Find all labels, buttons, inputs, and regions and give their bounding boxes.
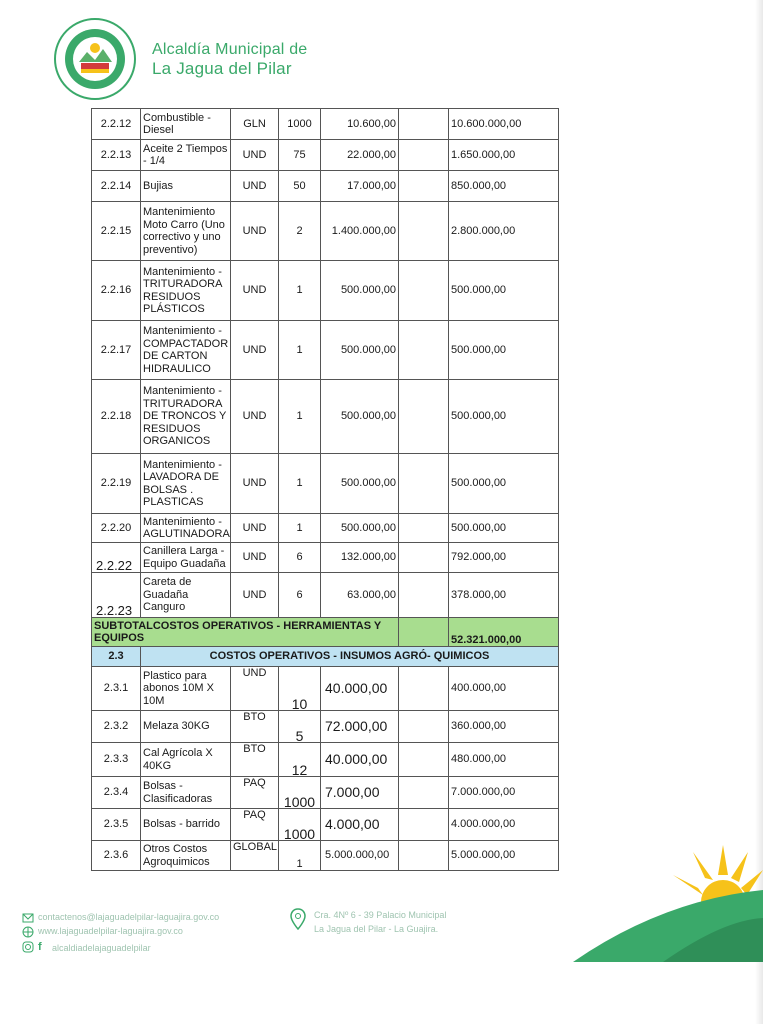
item-code: 2.2.12	[92, 109, 141, 140]
item-code: 2.3.6	[92, 841, 141, 871]
footer-address-line2: La Jagua del Pilar - La Guajira.	[314, 924, 439, 934]
item-unit-price: 1.400.000,00	[321, 202, 399, 261]
item-blank-cell	[399, 171, 449, 202]
item-quantity: 1	[279, 261, 321, 321]
item-total: 1.650.000,00	[449, 140, 559, 171]
item-description: Mantenimiento Moto Carro (Uno correctivo y uno preventivo)	[141, 202, 231, 261]
org-name-line2: La Jagua del Pilar	[152, 59, 292, 78]
item-description: Mantenimiento - TRITURADORA DE TRONCOS Y RESIDUOS ORGANICOS	[141, 380, 231, 454]
item-unit: UND	[231, 573, 279, 618]
item-description: Mantenimiento - LAVADORA DE BOLSAS . PLASTICAS	[141, 454, 231, 514]
item-total: 378.000,00	[449, 573, 559, 618]
item-description: Mantenimiento - AGLUTINADORA	[141, 514, 231, 543]
item-blank-cell	[399, 573, 449, 618]
item-description: Cal Agrícola X 40KG	[141, 743, 231, 777]
item-blank-cell	[399, 380, 449, 454]
org-name-line1: Alcaldía Municipal de	[152, 41, 308, 58]
item-blank-cell	[399, 809, 449, 841]
item-description: Combustible - Diesel	[141, 109, 231, 140]
footer-website[interactable]: www.lajaguadelpilar-laguajira.gov.co	[38, 926, 183, 936]
table-row	[92, 109, 559, 140]
item-code: 2.2.18	[92, 380, 141, 454]
sun-hills-decoration	[543, 840, 763, 970]
letterhead	[52, 18, 452, 103]
item-unit-price: 500.000,00	[321, 380, 399, 454]
item-blank-cell	[399, 667, 449, 711]
item-total: 500.000,00	[449, 261, 559, 321]
mail-icon	[22, 912, 34, 924]
item-unit-price: 500.000,00	[321, 514, 399, 543]
item-unit: UND	[231, 514, 279, 543]
item-description: Mantenimiento - TRITURADORA RESIDUOS PLÁSTICOS	[141, 261, 231, 321]
item-quantity: 1000	[279, 777, 321, 809]
table-row	[92, 573, 559, 618]
item-total: 480.000,00	[449, 743, 559, 777]
footer-social-handle[interactable]: alcaldiadelajaguadelpilar	[52, 943, 151, 953]
item-blank-cell	[399, 261, 449, 321]
item-description: Plastico para abonos 10M X 10M	[141, 667, 231, 711]
item-code: 2.2.17	[92, 321, 141, 380]
item-unit-price: 72.000,00	[321, 711, 399, 743]
item-blank-cell	[399, 140, 449, 171]
item-unit: GLOBAL	[231, 841, 279, 871]
item-unit-price: 63.000,00	[321, 573, 399, 618]
item-unit: UND	[231, 543, 279, 573]
table-row	[92, 454, 559, 514]
item-code: 2.3.1	[92, 667, 141, 711]
item-quantity: 1000	[279, 809, 321, 841]
item-unit-price: 17.000,00	[321, 171, 399, 202]
item-quantity: 2	[279, 202, 321, 261]
footer-address-line1: Cra. 4Nº 6 - 39 Palacio Municipal	[314, 910, 447, 920]
section-code: 2.3	[92, 647, 141, 667]
item-code: 2.3.4	[92, 777, 141, 809]
item-unit: UND	[231, 667, 279, 711]
item-blank-cell	[399, 711, 449, 743]
table-row	[92, 711, 559, 743]
item-unit-price: 5.000.000,00	[321, 841, 399, 871]
item-unit: UND	[231, 454, 279, 514]
item-description: Bolsas - barrido	[141, 809, 231, 841]
table-row	[92, 140, 559, 171]
item-unit: BTO	[231, 743, 279, 777]
item-blank-cell	[399, 743, 449, 777]
item-quantity: 1	[279, 380, 321, 454]
item-total: 792.000,00	[449, 543, 559, 573]
item-code: 2.2.13	[92, 140, 141, 171]
section-title: COSTOS OPERATIVOS - INSUMOS AGRÓ- QUIMICOS	[141, 647, 559, 667]
item-total: 500.000,00	[449, 514, 559, 543]
item-blank-cell	[399, 841, 449, 871]
item-total: 5.000.000,00	[449, 841, 559, 871]
item-code: 2.3.2	[92, 711, 141, 743]
item-code: 2.3.5	[92, 809, 141, 841]
table-row	[92, 667, 559, 711]
item-description: Careta de Guadaña Canguro	[141, 573, 231, 618]
facebook-icon: f	[38, 941, 42, 953]
item-code: 2.3.3	[92, 743, 141, 777]
item-code: 2.2.22	[92, 543, 141, 573]
table-row	[92, 809, 559, 841]
item-unit: UND	[231, 171, 279, 202]
item-description: Melaza 30KG	[141, 711, 231, 743]
item-unit-price: 4.000,00	[321, 809, 399, 841]
org-name	[152, 40, 307, 78]
item-total: 850.000,00	[449, 171, 559, 202]
item-blank-cell	[399, 777, 449, 809]
item-quantity: 1000	[279, 109, 321, 140]
item-description: Bolsas - Clasificadoras	[141, 777, 231, 809]
table-row	[92, 321, 559, 380]
item-blank-cell	[399, 514, 449, 543]
subtotal-row	[92, 618, 559, 647]
item-unit-price: 7.000,00	[321, 777, 399, 809]
item-code: 2.2.14	[92, 171, 141, 202]
footer-email[interactable]: contactenos@lajaguadelpilar-laguajira.gov.co	[38, 912, 220, 922]
item-unit-price: 40.000,00	[321, 743, 399, 777]
item-unit-price: 10.600,00	[321, 109, 399, 140]
table-row	[92, 514, 559, 543]
item-quantity: 75	[279, 140, 321, 171]
item-unit: UND	[231, 380, 279, 454]
item-unit-price: 500.000,00	[321, 454, 399, 514]
item-unit: UND	[231, 202, 279, 261]
item-total: 500.000,00	[449, 321, 559, 380]
item-blank-cell	[399, 202, 449, 261]
table-row	[92, 202, 559, 261]
budget-table	[91, 108, 559, 871]
item-unit: GLN	[231, 109, 279, 140]
item-code: 2.2.15	[92, 202, 141, 261]
item-description: Aceite 2 Tiempos - 1/4	[141, 140, 231, 171]
item-unit: PAQ	[231, 777, 279, 809]
item-quantity: 10	[279, 667, 321, 711]
table-row	[92, 543, 559, 573]
item-total: 400.000,00	[449, 667, 559, 711]
table-row	[92, 777, 559, 809]
item-code: 2.2.23	[92, 573, 141, 618]
item-total: 7.000.000,00	[449, 777, 559, 809]
item-code: 2.2.19	[92, 454, 141, 514]
table-row	[92, 743, 559, 777]
section-header-row	[92, 647, 559, 667]
item-total: 500.000,00	[449, 380, 559, 454]
instagram-icon	[22, 941, 34, 953]
item-unit-price: 132.000,00	[321, 543, 399, 573]
item-description: Mantenimiento - COMPACTADOR DE CARTON HIDRAULICO	[141, 321, 231, 380]
item-total: 10.600.000,00	[449, 109, 559, 140]
item-quantity: 6	[279, 543, 321, 573]
item-code: 2.2.16	[92, 261, 141, 321]
location-pin-icon	[290, 908, 306, 930]
item-quantity: 1	[279, 514, 321, 543]
item-description: Otros Costos Agroquimicos	[141, 841, 231, 871]
item-unit: UND	[231, 261, 279, 321]
item-unit: BTO	[231, 711, 279, 743]
municipal-seal-logo	[54, 18, 136, 100]
table-row	[92, 171, 559, 202]
item-quantity: 12	[279, 743, 321, 777]
subtotal-label: SUBTOTALCOSTOS OPERATIVOS - HERRAMIENTAS Y EQUIPOS	[92, 618, 399, 647]
subtotal-blank	[399, 618, 449, 647]
table-row	[92, 841, 559, 871]
item-blank-cell	[399, 321, 449, 380]
item-blank-cell	[399, 543, 449, 573]
item-quantity: 1	[279, 321, 321, 380]
item-total: 500.000,00	[449, 454, 559, 514]
item-quantity: 6	[279, 573, 321, 618]
item-total: 2.800.000,00	[449, 202, 559, 261]
table-row	[92, 261, 559, 321]
item-description: Bujias	[141, 171, 231, 202]
item-code: 2.2.20	[92, 514, 141, 543]
item-quantity: 1	[279, 454, 321, 514]
item-quantity: 50	[279, 171, 321, 202]
item-unit-price: 500.000,00	[321, 261, 399, 321]
item-description: Canillera Larga - Equipo Guadaña	[141, 543, 231, 573]
item-total: 4.000.000,00	[449, 809, 559, 841]
item-quantity: 1	[279, 841, 321, 871]
item-total: 360.000,00	[449, 711, 559, 743]
subtotal-value: 52.321.000,00	[449, 618, 559, 647]
globe-icon	[22, 926, 34, 938]
table-row	[92, 380, 559, 454]
item-unit-price: 40.000,00	[321, 667, 399, 711]
item-blank-cell	[399, 109, 449, 140]
item-unit-price: 22.000,00	[321, 140, 399, 171]
item-blank-cell	[399, 454, 449, 514]
item-unit: UND	[231, 321, 279, 380]
item-unit: PAQ	[231, 809, 279, 841]
item-unit: UND	[231, 140, 279, 171]
item-unit-price: 500.000,00	[321, 321, 399, 380]
item-quantity: 5	[279, 711, 321, 743]
